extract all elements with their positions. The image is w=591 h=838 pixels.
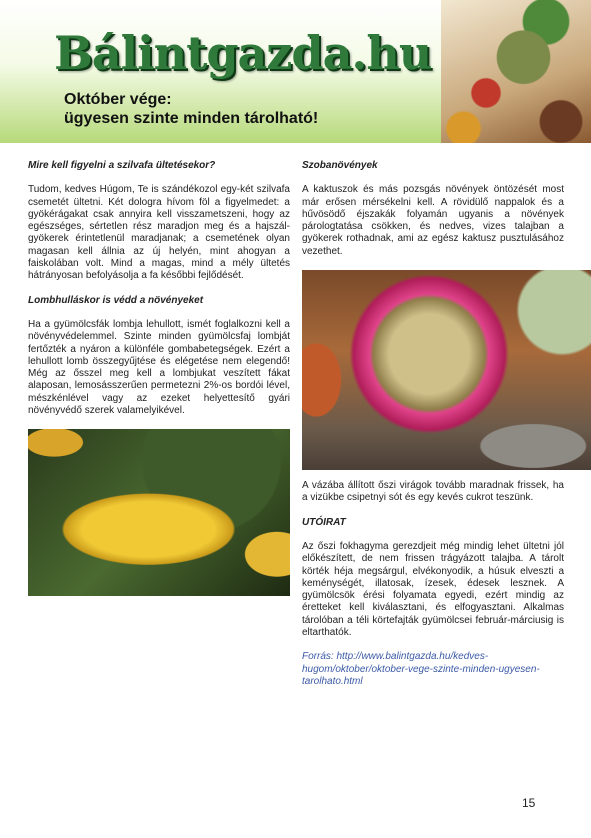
source-link[interactable]: Forrás: http://www.balintgazda.hu/kedves-hugom/oktober/oktober-vege-szinte-minden-ugyesen-tarolhato.html — [302, 651, 540, 687]
section-heading-houseplants: Szobanövények — [302, 160, 378, 171]
paragraph-cacti: A kaktuszok és más pozsgás növények öntözését most már erősen mérsékelni kell. A rövidülő nappalok és a hűvösödő éjszakák folyamán ugyanis a növények párologtatása csökken, és nedves, vizes talajban a gyökerek rothadnak, ami az egész kaktusz pusztulásához vezethet. — [302, 184, 564, 257]
page-header — [0, 0, 591, 143]
autumn-leaf-photo — [28, 429, 290, 596]
section-heading-leaf-fall: Lombhulláskor is védd a növényeket — [28, 294, 204, 306]
subtitle-line-1: Október vége: — [64, 91, 172, 108]
right-column — [302, 160, 564, 700]
section-heading-plum: Mire kell figyelni a szilvafa ültetésekor? — [28, 160, 216, 171]
spices-photo — [441, 0, 591, 143]
paragraph-flowers: A vázába állított őszi virágok tovább maradnak frissek, ha a vizükbe csipetnyi sót és egy kevés cukrot teszünk. — [302, 480, 564, 504]
issue-subtitle — [64, 90, 318, 128]
cactus-photo — [302, 270, 591, 470]
site-logo: Bálintgazda.hu — [54, 26, 432, 80]
paragraph-plum: Tudom, kedves Húgom, Te is szándékozol egy-két szilvafa csemetét ültetni. Két dologra hívom föl a figyelmedet: a gyökérágakat csak annyira kell visszametszeni, hogy az egészséges, sértetlen rész maradjon meg és a hajszál-gyökerek érintetlenül maradjanak; a csemetének olyan magasan kell állnia az új helyén, mint ahogyan a faiskolában volt. Mind a magas, mind a mély ültetés hátrányosan befolyásolja a fa későbbi fejlődését. — [28, 184, 290, 282]
page-number: 15 — [522, 796, 536, 810]
paragraph-leaf-fall: Ha a gyümölcsfák lombja lehullott, ismét foglalkozni kell a növényvédelemmel. Szinte minden gyümölcsfaj lombját fertőzték a nyáron a különféle gombabetegségek. Ezért a lehullott lomb összegyűjtése és elégetése nem elegendő! Még az ősszel meg kell a lombjukat veszített fákat alaposan, lemosásszerűen permetezni 2%-os bordói lével, mészkénlével vagy az ezeket helyettesítő gyári növényvédő szerek valamelyikével. — [28, 318, 290, 417]
subtitle-line-2: ügyesen szinte minden tárolható! — [64, 110, 319, 127]
section-heading-postscript: UTÓIRAT — [302, 516, 346, 528]
paragraph-postscript: Az őszi fokhagyma gerezdjeit még mindig lehet ültetni jól előkészített, de nem frissen trágyázott talajba. A tárolt körték héja megsárgul, elvékonyodik, a húsuk elveszti a keménységét, illatosak, ízesek, édesek lesznek. A gyümölcsök érési folyamata egyedi, ezért mindig az éretteket kell kiválasztani, és elfogyasztani. Alkalmas tárolóban a téli körtefajták gyümölcsei február-márciusig is eltarthatók. — [302, 540, 564, 639]
left-column — [28, 160, 290, 596]
